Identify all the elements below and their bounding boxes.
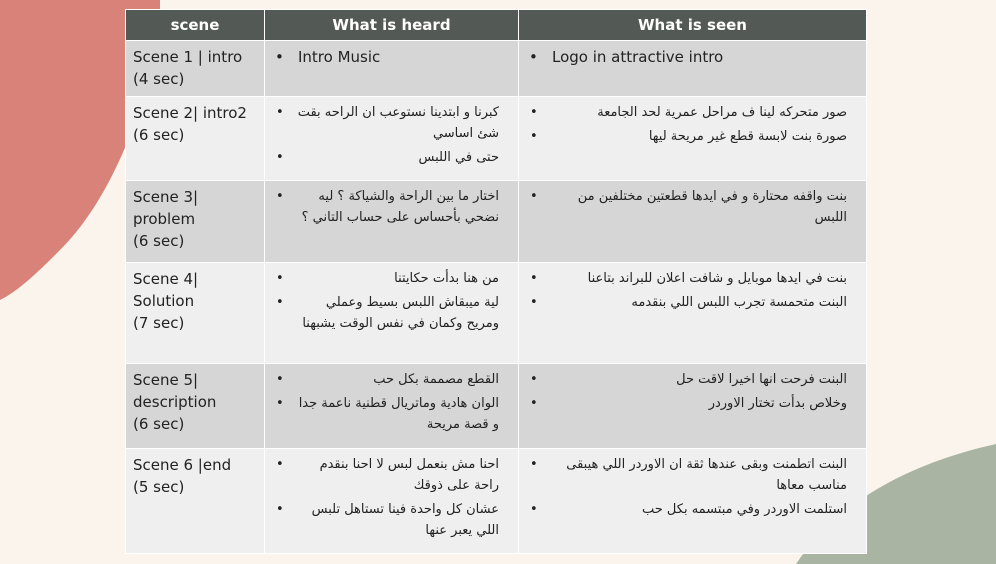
header-scene: scene (126, 10, 265, 41)
seen-cell (519, 364, 867, 448)
scene-cell (126, 180, 265, 262)
bullet-item: البنت فرحت انها اخيرا لاقت حل • (526, 369, 859, 390)
bullet-item: حتى في اللبس • (272, 147, 511, 168)
bullet-item: لية ميبقاش اللبس بسيط وعملي ومريح وكمان في نفس الوقت يشبهنا • (272, 292, 511, 334)
scene-duration: (7 sec) (133, 313, 185, 332)
table-header-row (126, 10, 867, 41)
seen-cell (519, 448, 867, 553)
bullet-item: القطع مصممة بكل حب • (272, 369, 511, 390)
bullet-item: البنت متحمسة تجرب اللبس اللي بنقدمه • (526, 292, 859, 313)
table-row (126, 97, 867, 180)
bullet-item: صورة بنت لابسة قطع غير مريحة ليها • (526, 126, 859, 147)
storyboard-table (125, 9, 867, 554)
scene-name: Scene 3| problem (133, 187, 199, 228)
scene-name: Scene 5| description (133, 371, 217, 412)
heard-cell (265, 262, 519, 363)
bullet-item: اختار ما بين الراحة والشياكة ؟ ليه نضحي بأحساس على حساب التاني ؟ • (272, 186, 511, 228)
seen-cell (519, 262, 867, 363)
heard-cell (265, 364, 519, 448)
scene-duration: (4 sec) (133, 70, 185, 88)
bullet-item: صور متحركه لينا ف مراحل عمرية لحد الجامعة • (526, 102, 859, 123)
heard-cell (265, 448, 519, 553)
bullet-item: احنا مش بنعمل لبس لا احنا بنقدم راحة على ذوقك • (272, 454, 511, 496)
scene-cell (126, 262, 265, 363)
scene-name: Scene 1 | intro (133, 48, 243, 66)
scene-cell (126, 41, 265, 97)
table-row (126, 180, 867, 262)
seen-cell (519, 41, 867, 97)
heard-cell (265, 97, 519, 180)
table-row (126, 448, 867, 553)
heard-cell (265, 180, 519, 262)
seen-cell (519, 180, 867, 262)
bullet-item: عشان كل واحدة فينا تستاهل تلبس اللي يعبر عنها • (272, 499, 511, 541)
scene-name: Scene 6 |end (133, 455, 232, 474)
bullet-item: • Intro Music (272, 46, 511, 68)
table-row (126, 364, 867, 448)
bullet-item: كبرنا و ابتدينا نستوعب ان الراحه بقت شئ اساسي • (272, 102, 511, 144)
bullet-item: استلمت الاوردر وفي مبتسمه بكل حب • (526, 499, 859, 520)
heard-cell (265, 41, 519, 97)
table-row (126, 262, 867, 363)
bullet-item: من هنا بدأت حكايتنا • (272, 268, 511, 289)
header-what-is-heard: What is heard (265, 10, 519, 41)
scene-name: Scene 4| Solution (133, 269, 199, 310)
bullet-item: • Logo in attractive intro (526, 46, 859, 68)
bullet-item: الوان هادية وماتريال قطنية ناعمة جدا و قصة مريحة • (272, 393, 511, 435)
scene-name: Scene 2| intro2 (133, 104, 247, 123)
bullet-item: بنت في ايدها موبايل و شافت اعلان للبراند بتاعنا • (526, 268, 859, 289)
scene-cell (126, 364, 265, 448)
scene-cell (126, 448, 265, 553)
bullet-item: البنت اتطمنت وبقى عندها ثقة ان الاوردر اللي هيبقى مناسب معاها • (526, 454, 859, 496)
scene-cell (126, 97, 265, 180)
bullet-item: وخلاص بدأت تختار الاوردر • (526, 393, 859, 414)
table-row (126, 41, 867, 97)
scene-duration: (5 sec) (133, 477, 185, 496)
seen-cell (519, 97, 867, 180)
scene-duration: (6 sec) (133, 126, 185, 145)
scene-duration: (6 sec) (133, 415, 185, 434)
scene-duration: (6 sec) (133, 231, 185, 250)
bullet-item: بنت واقفه محتارة و في ايدها قطعتين مختلفين من اللبس • (526, 186, 859, 228)
header-what-is-seen: What is seen (519, 10, 867, 41)
